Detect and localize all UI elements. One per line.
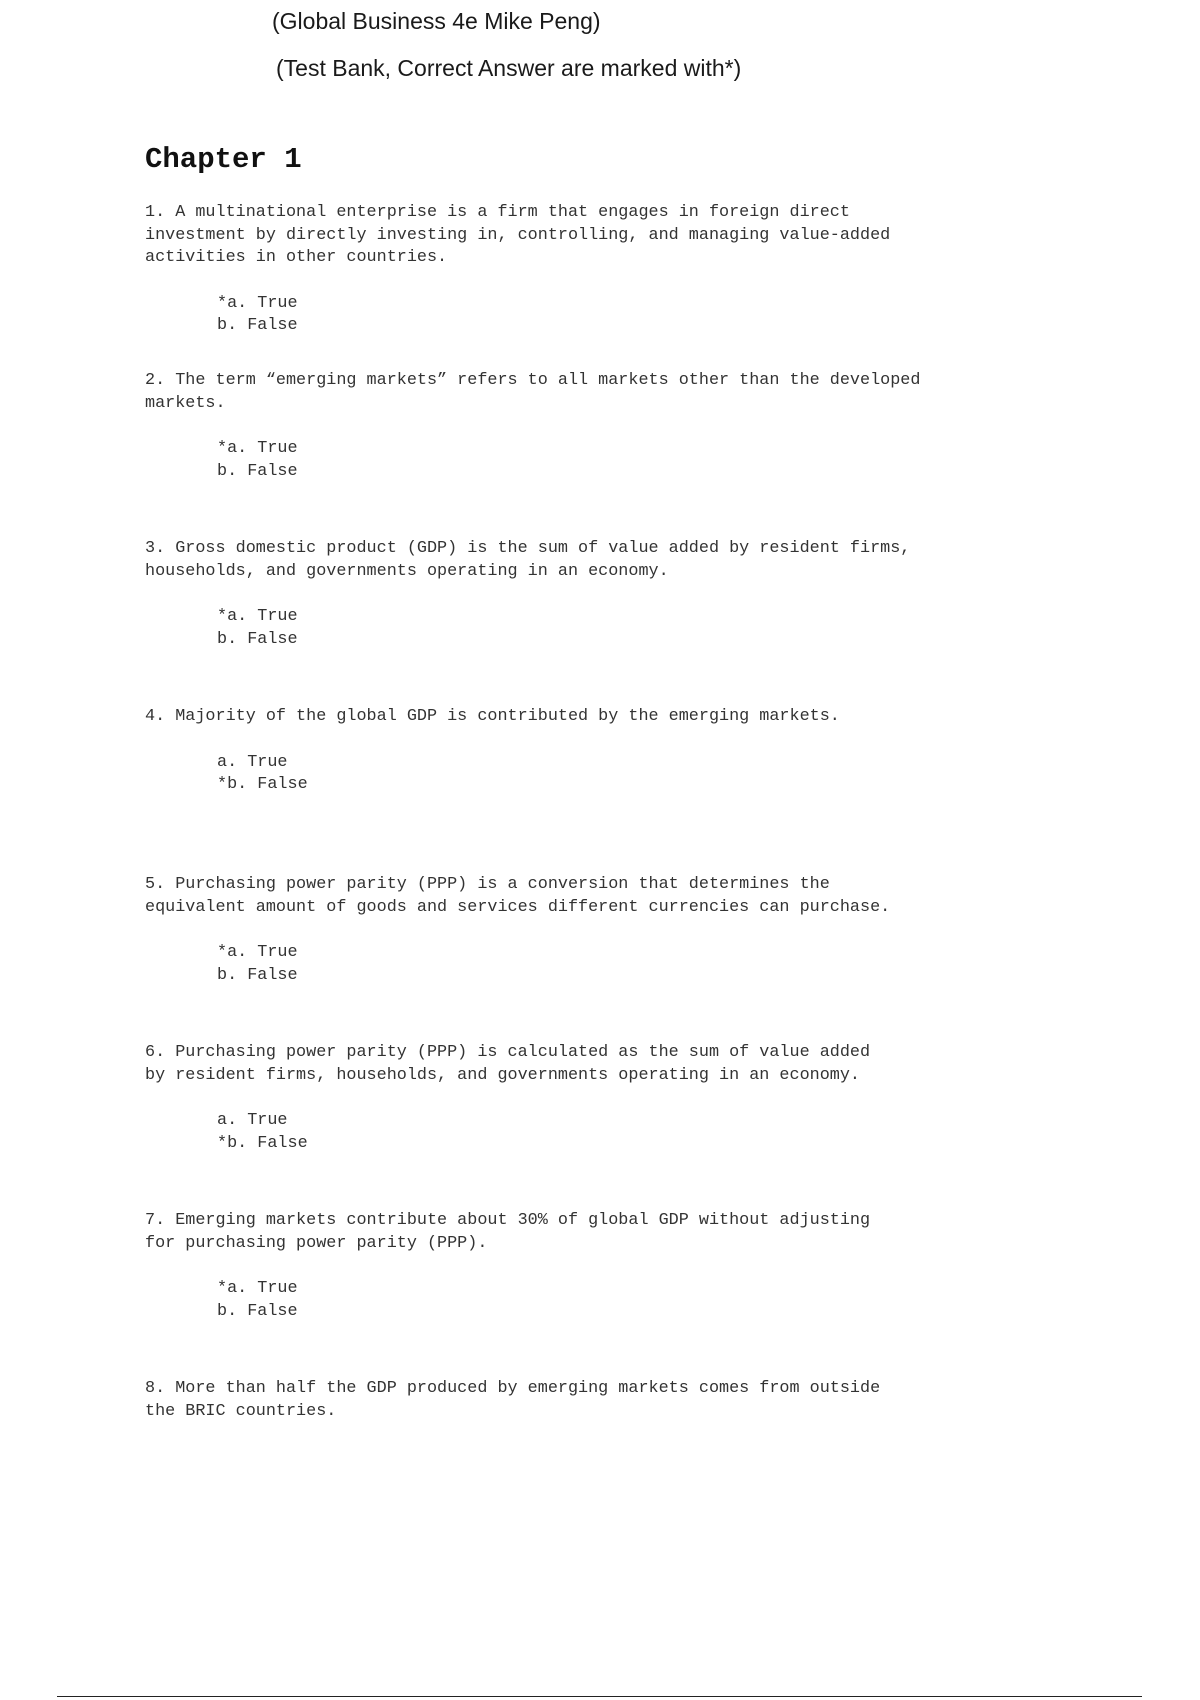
answer-options xyxy=(217,942,1045,987)
option-a: *a. True xyxy=(217,607,298,626)
answer-options xyxy=(217,438,1045,483)
answer-options xyxy=(217,293,1045,338)
question-3 xyxy=(145,538,1045,706)
document-subtitle: (Global Business 4e Mike Peng) xyxy=(272,8,601,34)
question-7 xyxy=(145,1210,1045,1378)
option-a: *a. True xyxy=(217,293,298,313)
question-text: 2. The term “emerging markets” refers to all markets other than the developed markets. xyxy=(145,371,921,413)
question-text: 1. A multinational enterprise is a firm that engages in foreign direct investment by directly investing in, controlling, and managing value-added activities in other countries. xyxy=(145,203,891,267)
answer-options xyxy=(217,606,1045,651)
question-2 xyxy=(145,370,1045,538)
answer-options xyxy=(217,1278,1045,1323)
option-a: a. True xyxy=(217,752,288,772)
question-list xyxy=(145,202,1045,1423)
question-text: 7. Emerging markets contribute about 30% of global GDP without adjusting for purchasing power parity (PPP). xyxy=(145,1211,871,1253)
option-a: *a. True xyxy=(217,1279,298,1298)
question-4 xyxy=(145,706,1045,874)
question-text: 6. Purchasing power parity (PPP) is calculated as the sum of value added by resident firms, households, and governments operating in an economy. xyxy=(145,1043,871,1085)
option-b: b. False xyxy=(217,316,298,335)
option-b: *b. False xyxy=(217,775,308,794)
question-8 xyxy=(145,1378,1045,1423)
question-5 xyxy=(145,874,1045,1042)
answer-key-note: (Test Bank, Correct Answer are marked with*) xyxy=(276,55,742,81)
option-b: b. False xyxy=(217,965,298,985)
answer-options xyxy=(217,752,1045,797)
page-footer-rule xyxy=(57,1696,1142,1697)
question-text: 5. Purchasing power parity (PPP) is a conversion that determines the equivalent amount of goods and services different currencies can purchase. xyxy=(145,875,891,917)
question-text: 8. More than half the GDP produced by emerging markets comes from outside the BRIC countries. xyxy=(145,1379,881,1421)
chapter-title: Chapter 1 xyxy=(145,143,302,176)
question-text: 4. Majority of the global GDP is contributed by the emerging markets. xyxy=(145,707,840,726)
question-1 xyxy=(145,202,1045,370)
option-a: *a. True xyxy=(217,439,298,458)
question-6 xyxy=(145,1042,1045,1210)
option-a: a. True xyxy=(217,1111,288,1130)
option-b: b. False xyxy=(217,1301,298,1321)
question-text: 3. Gross domestic product (GDP) is the sum of value added by resident firms, households, and governments operating in an economy. xyxy=(145,539,911,581)
answer-options xyxy=(217,1110,1045,1155)
option-b: b. False xyxy=(217,629,298,649)
option-b: b. False xyxy=(217,461,298,481)
option-b: *b. False xyxy=(217,1133,308,1153)
option-a: *a. True xyxy=(217,943,298,962)
